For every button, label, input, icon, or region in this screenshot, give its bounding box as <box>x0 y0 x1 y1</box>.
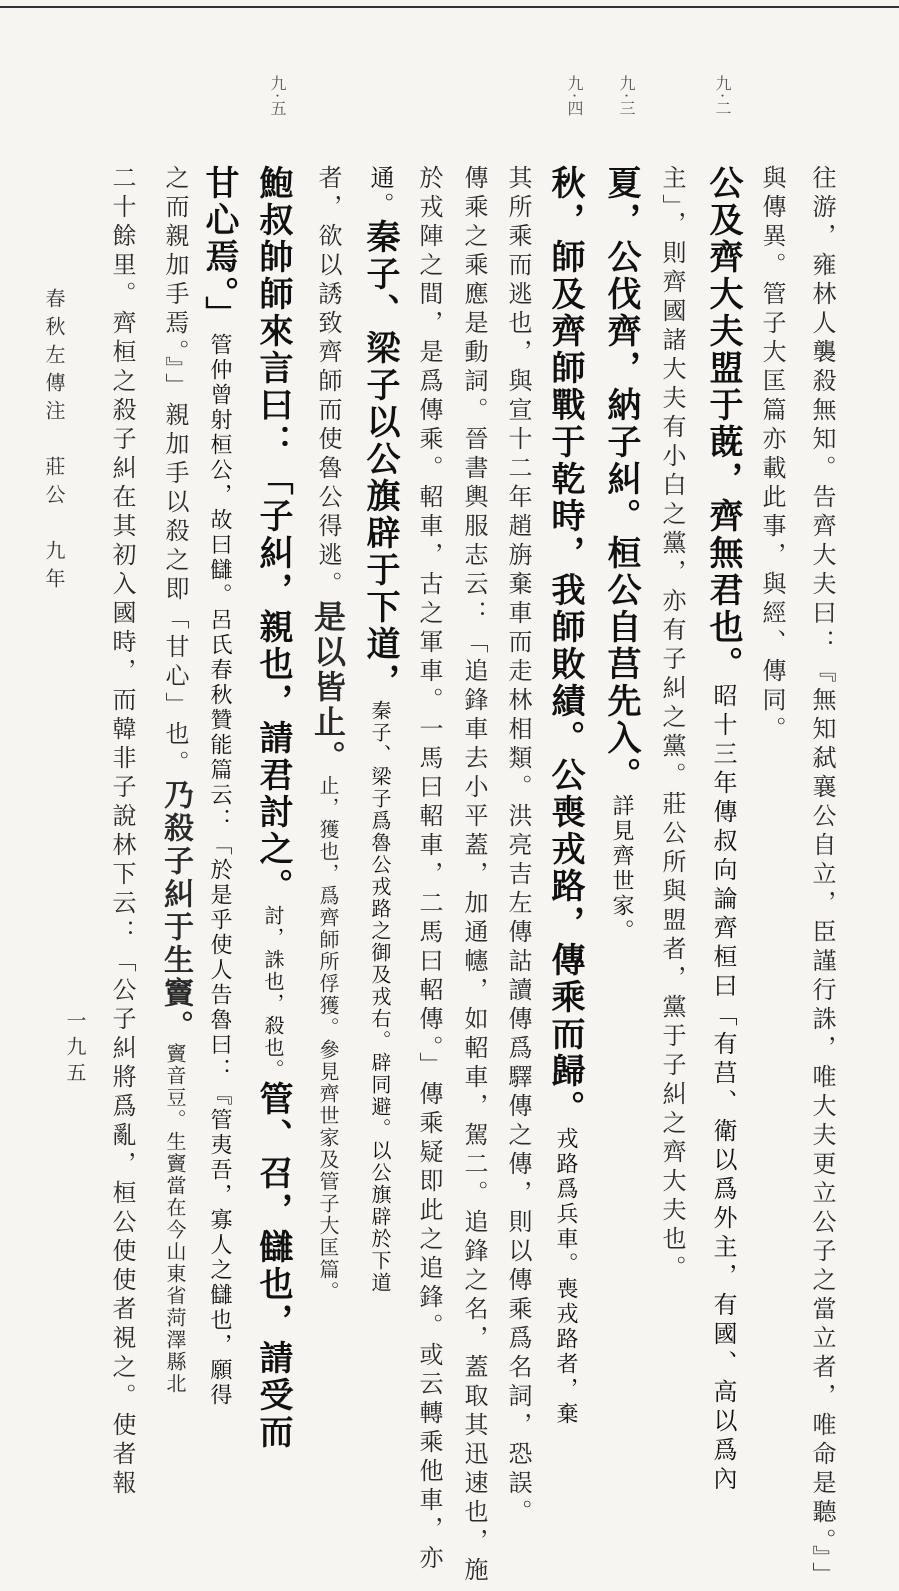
text-column <box>601 165 641 944</box>
text-column <box>199 165 239 1408</box>
commentary-text: 詳見齊世家。 <box>609 794 634 944</box>
section-number: 九·五 <box>268 75 287 119</box>
commentary-text: 討，誅也，殺也。 <box>261 905 285 1081</box>
section-number: 九·四 <box>565 75 584 119</box>
text-column: 於戎陣之間，是爲傳乘。軺車，古之軍車。一馬曰軺車，二馬曰軺傳。」傳乘疑即此之追鋒。或云轉乘他車，亦 <box>415 165 443 1574</box>
text-column <box>360 165 400 1294</box>
commentary-text: 管仲曾射桓公，故曰讎。呂氏春秋贊能篇云：「於是乎使人告魯曰：『管夷吾，寡人之讎也，願得 <box>207 333 232 1408</box>
commentary-text: 戎路爲兵車。喪戎路者，棄 <box>553 1127 578 1427</box>
commentary-text: 昭十三年傳叔向論齊桓曰「有莒、衛以爲外主，有國、高以爲內 <box>709 683 737 1495</box>
classic-text: 乃殺子糾于生竇。 <box>158 779 193 1043</box>
commentary-text: 秦子、梁子爲魯公戎路之御及戎右。辟同避。以公旗辟於下道 <box>368 700 392 1294</box>
classic-text: 秋，師及齊師戰于乾時，我師敗績。公喪戎路，傳乘而歸。 <box>545 165 585 1127</box>
classic-text: 是以皆止。 <box>309 600 347 775</box>
top-rule <box>0 6 899 8</box>
text-column <box>545 165 585 1427</box>
text-column <box>253 165 293 1451</box>
commentary-text: 者，欲以誘致齊師而使魯公得逃。 <box>314 165 342 600</box>
classic-text: 管、召，讎也，請受而 <box>253 1081 293 1451</box>
commentary-text: 竇音豆。生竇當在今山東省菏澤縣北 <box>163 1043 187 1395</box>
page-number: 一九五 <box>63 1010 87 1088</box>
text-column: 其所乘而逃也，與宣十二年趙旃棄車而走林相類。洪亮吉左傳詁讀傳爲驛傳之傳，則以傳乘爲名詞，恐誤。 <box>504 165 532 1528</box>
section-number: 九·三 <box>617 75 636 119</box>
text-column <box>309 165 347 1303</box>
text-column: 與傳異。管子大匡篇亦載此事，與經、傳同。 <box>758 165 786 745</box>
classic-text: 秦子、梁子以公旗辟于下道， <box>360 219 400 700</box>
classic-text: 夏，公伐齊，納子糾。桓公自莒先入。 <box>601 165 641 794</box>
section-number: 九·二 <box>713 75 732 119</box>
text-column <box>703 165 743 1495</box>
classic-text: 甘心焉。」 <box>199 165 239 333</box>
commentary-text: 止，獲也，爲齊師所俘獲。參見齊世家及管子大匡篇。 <box>316 775 340 1303</box>
text-column: 二十餘里。齊桓之殺子糾在其初入國時，而韓非子說林下云：「公子糾將爲亂，桓公使使者視之。使者報 <box>108 165 136 1499</box>
commentary-text: 之而親加手焉。』」親加手以殺之即「甘心」也。 <box>161 165 189 779</box>
text-column: 主」，則齊國諸大夫有小白之黨，亦有子糾之黨。莊公所與盟者，黨于子糾之齊大夫也。 <box>658 165 686 1284</box>
classic-text: 公及齊大夫盟于蔇，齊無君也。 <box>703 165 743 683</box>
text-column <box>158 165 193 1395</box>
commentary-text: 通。 <box>366 165 394 219</box>
classic-text: 鮑叔帥師來言曰：「子糾，親也，請君討之。 <box>253 165 293 905</box>
text-column: 往游，雍林人襲殺無知。告齊大夫曰：『無知弑襄公自立，臣謹行誅，唯大夫更立公子之當立者，唯命是聽。』」 <box>808 165 836 1591</box>
running-title: 春秋左傳注 莊公 九年 <box>42 288 66 596</box>
text-column: 傳乘之乘應是動詞。晉書輿服志云：「追鋒車去小平蓋，加通幰，如軺車，駕二。追鋒之名，蓋取其迅速也，施 <box>460 165 488 1586</box>
